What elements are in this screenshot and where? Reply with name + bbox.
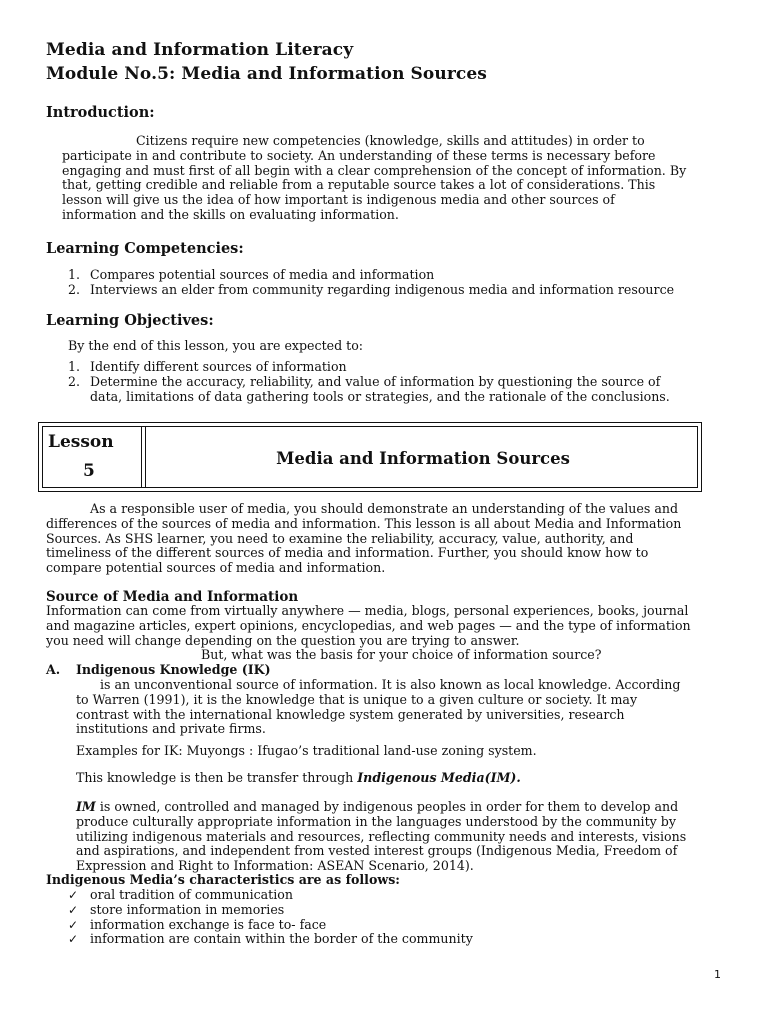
page-number: 1 xyxy=(714,968,721,981)
checkmark-icon: ✓ xyxy=(68,917,79,932)
objectives-heading: Learning Objectives: xyxy=(46,312,214,329)
characteristics-list xyxy=(68,888,473,947)
competencies-list xyxy=(68,268,738,298)
ik-transfer: This knowledge is then be transfer through Indigenous Media(IM). xyxy=(76,770,521,785)
im-line: Expression and Right to Information: ASEAN Scenario, 2014). xyxy=(76,858,474,874)
module-title: Module No.5: Media and Information Sources xyxy=(46,64,487,84)
lesson-label-cell xyxy=(43,427,142,487)
im-line: IM is owned, controlled and managed by indigenous peoples in order for them to develop and xyxy=(76,799,679,814)
ik-line: contrast with the international knowledge system generated by universities, research xyxy=(76,706,625,722)
ik-line: institutions and private firms. xyxy=(76,721,266,737)
ik-letter: A. xyxy=(46,662,61,677)
list-item: 1. Identify different sources of information xyxy=(68,359,347,374)
characteristics-heading: Indigenous Media’s characteristics are as follows: xyxy=(46,872,400,887)
list-item: ✓ store information in memories xyxy=(68,901,285,917)
im-text xyxy=(76,800,722,874)
ik-examples: Examples for IK: Muyongs : Ifugao’s traditional land-use zoning system. xyxy=(76,743,537,758)
lesson-title: Media and Information Sources xyxy=(276,449,570,468)
sources-heading: Source of Media and Information xyxy=(46,589,299,605)
im-line: and aspirations, and independent from vested interest groups (Indigenous Media, Freedom of xyxy=(76,843,678,859)
lesson-banner xyxy=(38,422,702,492)
overview-line: As a responsible user of media, you should demonstrate an understanding of the values and xyxy=(90,501,679,516)
checkmark-icon: ✓ xyxy=(68,902,79,917)
checkmark-icon: ✓ xyxy=(68,888,79,902)
im-line: utilizing indigenous materials and resources, reflecting community needs and interests, visions xyxy=(76,828,687,844)
im-line: produce culturally appropriate information in the languages understood by the community by xyxy=(76,813,676,829)
sources-line: and magazine articles, expert opinions, encyclopedias, and web pages — and the type of information xyxy=(46,617,691,633)
list-item: ✓ information are contain within the border of the community xyxy=(68,931,473,947)
sources-line: you need will change depending on the question you are trying to answer. xyxy=(46,632,520,648)
introduction-line: that, getting credible and reliable from a reputable source takes a lot of considerations. This xyxy=(62,177,656,193)
course-title: Media and Information Literacy xyxy=(46,40,354,60)
overview-line: Sources. As SHS learner, you need to examine the reliability, accuracy, value, authority, and xyxy=(46,530,634,546)
overview-line: timeliness of the different sources of media and information. Further, you should know how to xyxy=(46,545,649,561)
introduction-heading: Introduction: xyxy=(46,104,155,121)
overview-line: differences of the sources of media and information. This lesson is all about Media and Information xyxy=(46,515,682,531)
introduction-line: lesson will give us the idea of how important is indigenous media and other sources of xyxy=(62,192,615,208)
objectives-intro: By the end of this lesson, you are expected to: xyxy=(68,338,364,353)
introduction-text xyxy=(62,134,722,223)
list-item: ✓ information exchange is face to- face xyxy=(68,916,327,932)
sources-question: But, what was the basis for your choice of information source? xyxy=(201,647,602,663)
ik-heading: Indigenous Knowledge (IK) xyxy=(76,662,271,677)
overview-text xyxy=(46,502,722,576)
competencies-heading: Learning Competencies: xyxy=(46,240,244,257)
lesson-number: 5 xyxy=(83,461,95,481)
list-item: 2. Interviews an elder from community regarding indigenous media and information resource xyxy=(68,281,675,297)
list-item: 2. Determine the accuracy, reliability, and value of information by questioning the source of xyxy=(68,373,661,389)
overview-line: compare potential sources of media and information. xyxy=(46,560,386,576)
checkmark-icon: ✓ xyxy=(68,932,79,947)
introduction-line: engaging and must first of all begin with a clear comprehension of the concept of information. By xyxy=(62,162,687,178)
sources-line: Information can come from virtually anywhere — media, blogs, personal experiences, books, journal xyxy=(46,603,689,618)
introduction-line: participate in and contribute to society. An understanding of these terms is necessary before xyxy=(62,147,656,163)
introduction-line: information and the skills on evaluating information. xyxy=(62,206,399,222)
list-item: 1. Compares potential sources of media and information xyxy=(68,267,435,282)
lesson-word: Lesson xyxy=(48,432,114,452)
lesson-banner-inner xyxy=(42,426,698,488)
ik-text xyxy=(76,678,722,737)
objectives-list xyxy=(68,360,738,404)
introduction-line: Citizens require new competencies (knowledge, skills and attitudes) in order to xyxy=(136,133,645,148)
sources-text xyxy=(46,604,722,663)
ik-line: to Warren (1991), it is the knowledge that is unique to a given culture or society. It may xyxy=(76,691,638,707)
ik-line: is an unconventional source of information. It is also known as local knowledge. According xyxy=(100,677,681,692)
list-item-continuation: data, limitations of data gathering tools or strategies, and the rationale of the conclusions. xyxy=(90,388,670,404)
list-item: ✓ oral tradition of communication xyxy=(68,887,293,902)
